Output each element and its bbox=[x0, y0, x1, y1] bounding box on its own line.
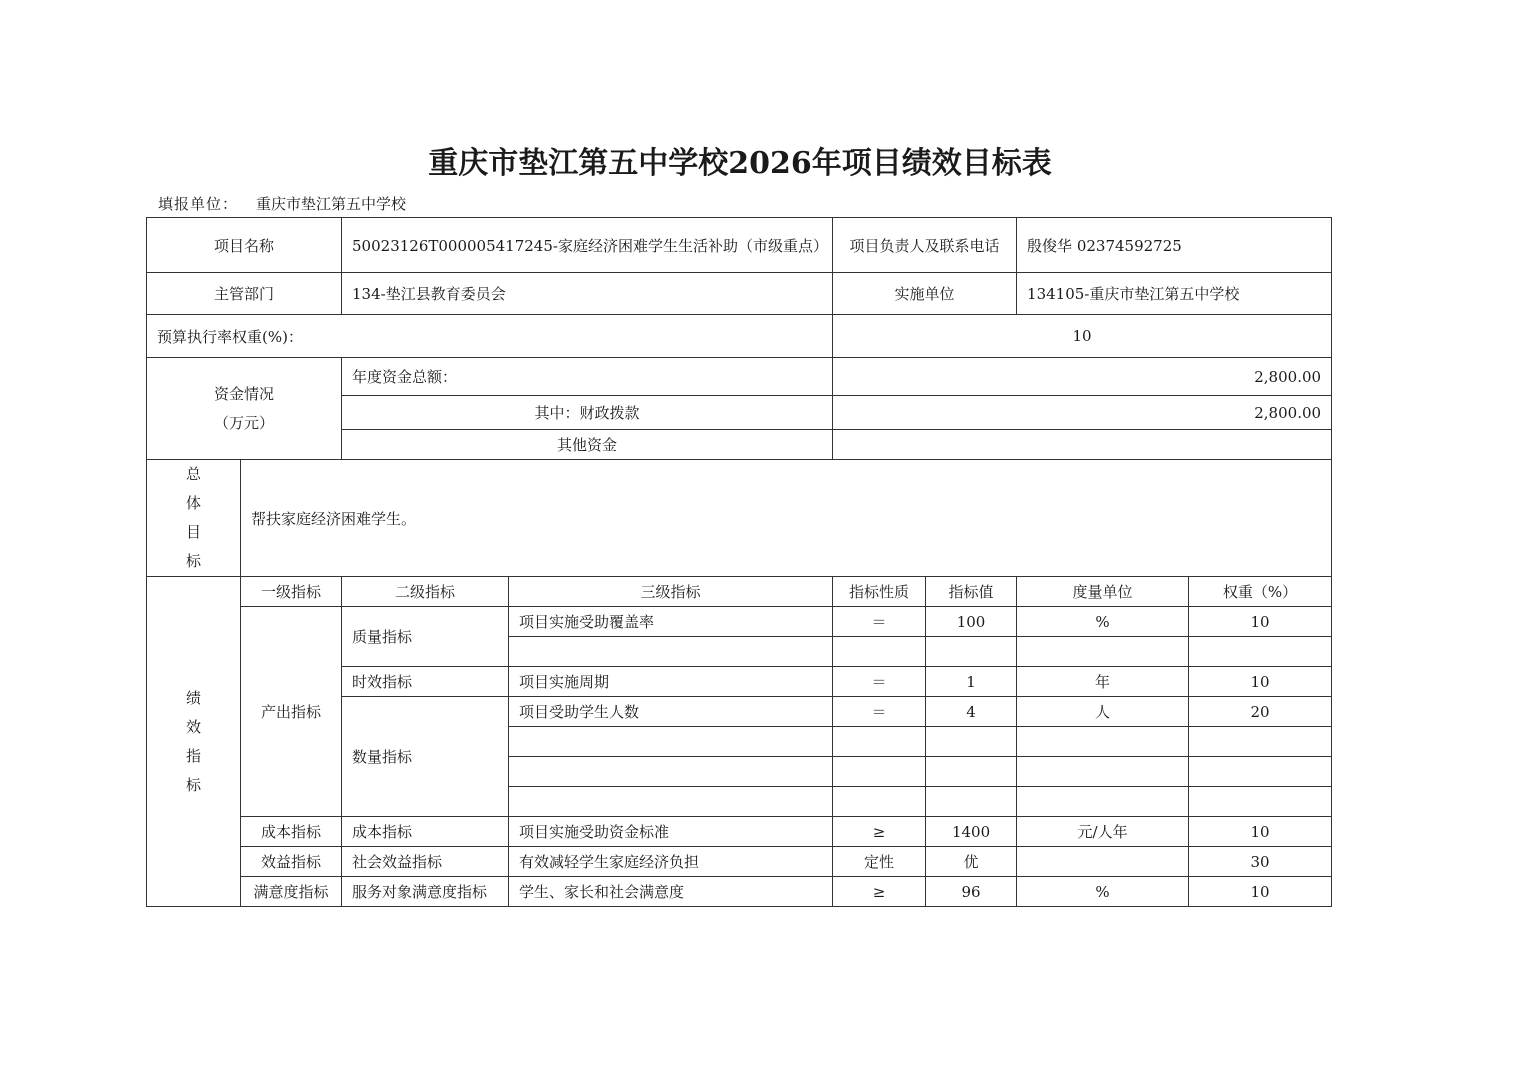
indicator-unit bbox=[1017, 727, 1189, 757]
col-header-nature: 指标性质 bbox=[833, 577, 926, 607]
indicator-name bbox=[509, 727, 833, 757]
indicator-name: 项目实施受助覆盖率 bbox=[509, 607, 833, 637]
indicator-weight: 10 bbox=[1189, 607, 1332, 637]
project-name-label: 项目名称 bbox=[147, 218, 342, 273]
budget-rate-value: 10 bbox=[833, 315, 1332, 358]
quality-indicator-label: 质量指标 bbox=[342, 607, 509, 667]
dept-label: 主管部门 bbox=[147, 273, 342, 315]
indicator-unit: 年 bbox=[1017, 667, 1189, 697]
benefit-level2: 社会效益指标 bbox=[342, 847, 509, 877]
indicators-char: 绩 bbox=[185, 688, 201, 707]
satisfaction-level2: 服务对象满意度指标 bbox=[342, 877, 509, 907]
indicator-value: 优 bbox=[926, 847, 1017, 877]
indicator-unit bbox=[1017, 847, 1189, 877]
indicator-name bbox=[509, 787, 833, 817]
filling-unit bbox=[158, 193, 406, 214]
indicator-nature: ＝ bbox=[833, 697, 926, 727]
indicator-name: 项目受助学生人数 bbox=[509, 697, 833, 727]
col-header-unit: 度量单位 bbox=[1017, 577, 1189, 607]
col-header-value: 指标值 bbox=[926, 577, 1017, 607]
benefit-level1: 效益指标 bbox=[241, 847, 342, 877]
overall-goal-label bbox=[147, 460, 241, 577]
col-header-level3: 三级指标 bbox=[509, 577, 833, 607]
overall-goal-char: 体 bbox=[185, 494, 201, 512]
indicator-weight: 10 bbox=[1189, 667, 1332, 697]
indicator-weight: 10 bbox=[1189, 817, 1332, 847]
overall-goal-char: 标 bbox=[185, 552, 201, 570]
indicator-value: 1400 bbox=[926, 817, 1017, 847]
funds-fiscal-label: 其中：财政拨款 bbox=[342, 396, 833, 430]
table-row bbox=[147, 847, 1332, 877]
table-row bbox=[147, 877, 1332, 907]
project-name-value: 50023126T000005417245-家庭经济困难学生生活补助（市级重点） bbox=[342, 218, 833, 273]
indicator-header-row bbox=[147, 577, 1332, 607]
indicator-nature bbox=[833, 757, 926, 787]
col-header-level1: 一级指标 bbox=[241, 577, 342, 607]
indicator-value: 4 bbox=[926, 697, 1017, 727]
indicator-value: 96 bbox=[926, 877, 1017, 907]
budget-rate-label: 预算执行率权重(%)： bbox=[147, 315, 833, 358]
indicator-name: 项目实施受助资金标准 bbox=[509, 817, 833, 847]
indicator-nature: ≥ bbox=[833, 817, 926, 847]
output-indicator-label: 产出指标 bbox=[241, 607, 342, 817]
project-name-row bbox=[147, 218, 1332, 273]
indicator-name: 学生、家长和社会满意度 bbox=[509, 877, 833, 907]
page-title: 重庆市垫江第五中学校2026年项目绩效目标表 bbox=[428, 146, 1052, 181]
funds-total-value: 2,800.00 bbox=[833, 358, 1332, 396]
contact-value: 殷俊华 02374592725 bbox=[1017, 218, 1332, 273]
indicator-name: 项目实施周期 bbox=[509, 667, 833, 697]
impl-label: 实施单位 bbox=[833, 273, 1017, 315]
indicator-nature: ＝ bbox=[833, 607, 926, 637]
indicator-unit bbox=[1017, 637, 1189, 667]
indicator-name: 有效减轻学生家庭经济负担 bbox=[509, 847, 833, 877]
indicator-weight bbox=[1189, 727, 1332, 757]
overall-goal-char: 目 bbox=[185, 523, 201, 541]
indicator-value bbox=[926, 727, 1017, 757]
indicator-nature: ＝ bbox=[833, 667, 926, 697]
indicator-nature: 定性 bbox=[833, 847, 926, 877]
indicator-name bbox=[509, 757, 833, 787]
indicator-value: 100 bbox=[926, 607, 1017, 637]
indicator-unit: 人 bbox=[1017, 697, 1189, 727]
department-row bbox=[147, 273, 1332, 315]
overall-goal-row bbox=[147, 460, 1332, 577]
indicator-weight bbox=[1189, 757, 1332, 787]
indicator-nature bbox=[833, 787, 926, 817]
impl-value: 134105-重庆市垫江第五中学校 bbox=[1017, 273, 1332, 315]
funds-total-label: 年度资金总额： bbox=[342, 358, 833, 396]
indicator-value bbox=[926, 637, 1017, 667]
cost-level2: 成本指标 bbox=[342, 817, 509, 847]
funds-fiscal-value: 2,800.00 bbox=[833, 396, 1332, 430]
indicator-weight: 10 bbox=[1189, 877, 1332, 907]
funds-other-value bbox=[833, 430, 1332, 460]
budget-rate-row bbox=[147, 315, 1332, 358]
performance-target-table bbox=[146, 217, 1332, 907]
indicator-weight: 30 bbox=[1189, 847, 1332, 877]
funds-other-label: 其他资金 bbox=[342, 430, 833, 460]
indicator-nature: ≥ bbox=[833, 877, 926, 907]
indicator-value bbox=[926, 787, 1017, 817]
indicators-char: 效 bbox=[185, 717, 201, 736]
indicator-name bbox=[509, 637, 833, 667]
indicator-unit: % bbox=[1017, 877, 1189, 907]
timeliness-indicator-label: 时效指标 bbox=[342, 667, 509, 697]
filling-unit-label: 填报单位： bbox=[158, 195, 239, 213]
indicator-weight bbox=[1189, 637, 1332, 667]
col-header-level2: 二级指标 bbox=[342, 577, 509, 607]
contact-label: 项目负责人及联系电话 bbox=[833, 218, 1017, 273]
indicator-value bbox=[926, 757, 1017, 787]
indicators-label bbox=[147, 577, 241, 907]
funds-label-line2: （万元） bbox=[214, 413, 275, 432]
indicator-value: 1 bbox=[926, 667, 1017, 697]
indicators-char: 指 bbox=[185, 746, 201, 765]
col-header-weight: 权重（%） bbox=[1189, 577, 1332, 607]
indicator-weight: 20 bbox=[1189, 697, 1332, 727]
cost-level1: 成本指标 bbox=[241, 817, 342, 847]
indicator-unit: % bbox=[1017, 607, 1189, 637]
indicator-unit: 元/人年 bbox=[1017, 817, 1189, 847]
filling-unit-value: 重庆市垫江第五中学校 bbox=[256, 195, 407, 213]
overall-goal-text: 帮扶家庭经济困难学生。 bbox=[241, 460, 1332, 577]
indicator-nature bbox=[833, 727, 926, 757]
table-row bbox=[147, 817, 1332, 847]
indicator-nature bbox=[833, 637, 926, 667]
indicator-unit bbox=[1017, 757, 1189, 787]
dept-value: 134-垫江县教育委员会 bbox=[342, 273, 833, 315]
satisfaction-level1: 满意度指标 bbox=[241, 877, 342, 907]
indicators-char: 标 bbox=[185, 775, 201, 794]
overall-goal-char: 总 bbox=[185, 465, 201, 483]
indicator-weight bbox=[1189, 787, 1332, 817]
funds-label-line1: 资金情况 bbox=[214, 384, 275, 403]
funds-total-row bbox=[147, 358, 1332, 396]
table-row bbox=[147, 607, 1332, 637]
funds-label bbox=[147, 358, 342, 460]
indicator-unit bbox=[1017, 787, 1189, 817]
quantity-indicator-label: 数量指标 bbox=[342, 697, 509, 817]
